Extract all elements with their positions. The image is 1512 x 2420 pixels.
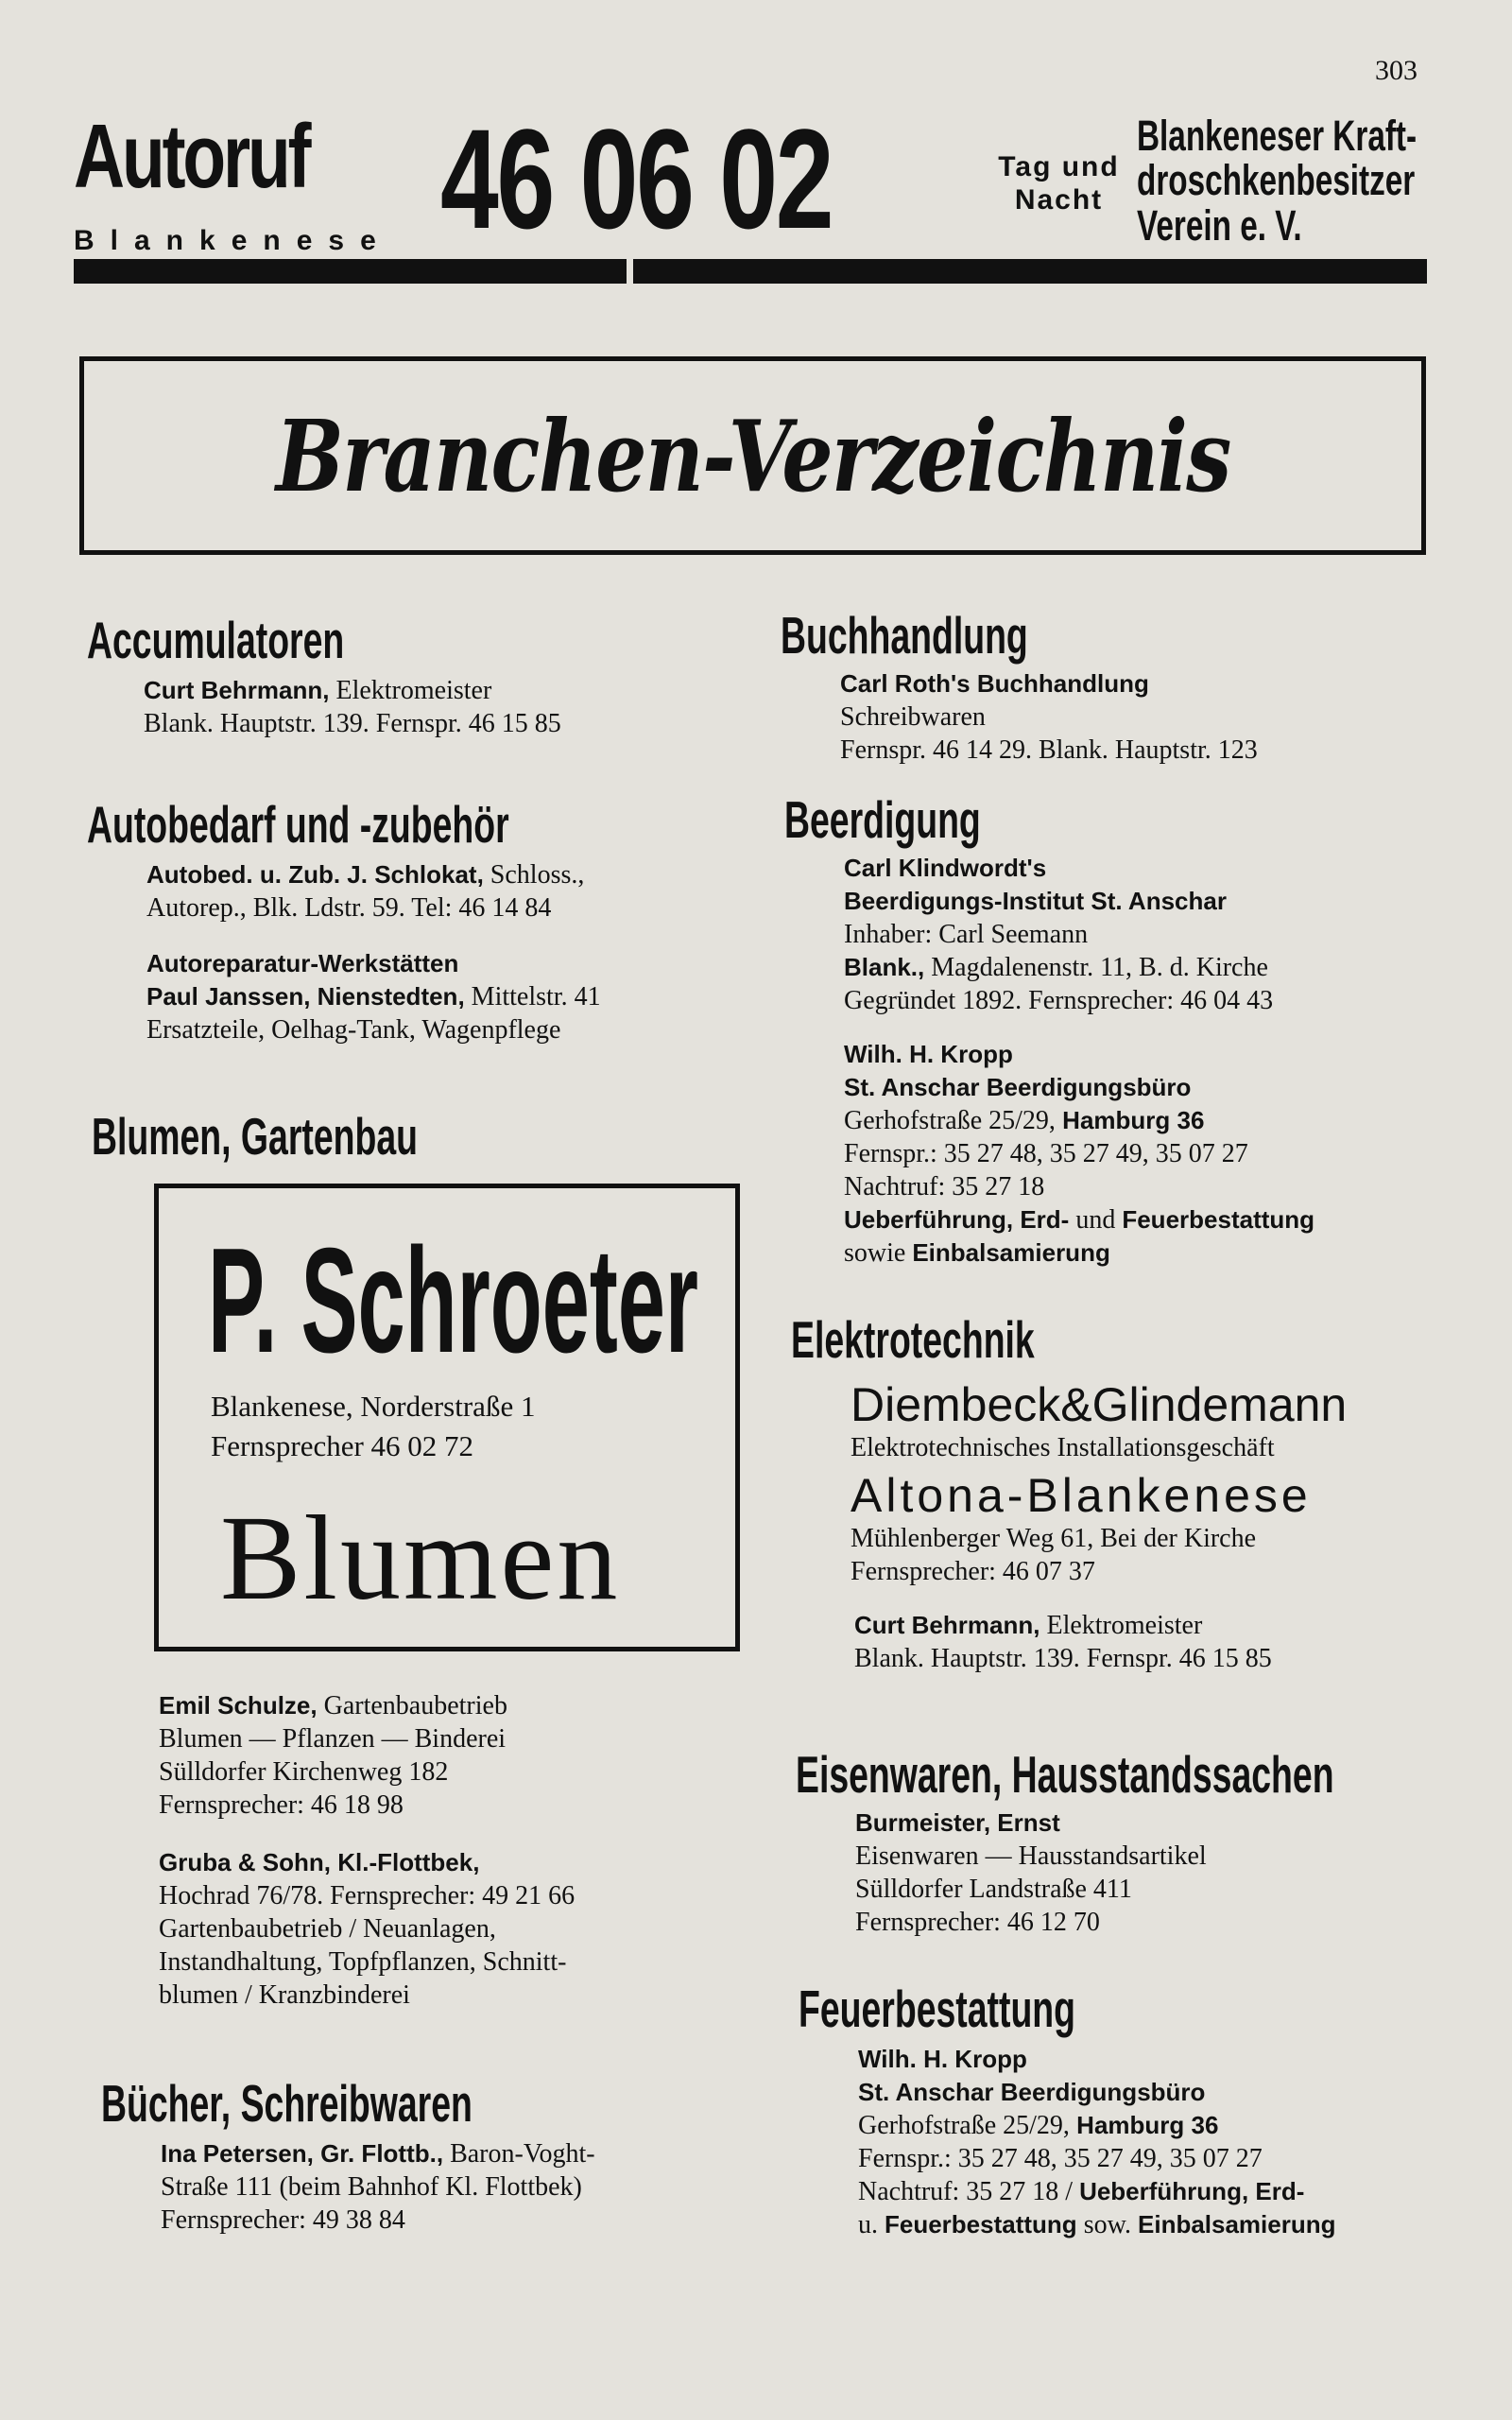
entry-name: Blank., (844, 953, 925, 981)
entry-text: und (1069, 1205, 1123, 1235)
entry-text: u. (858, 2210, 885, 2239)
section-heading: Buchhandlung (781, 606, 1028, 665)
section-heading: Eisenwaren, Hausstandssachen (796, 1745, 1334, 1804)
entry-name: Autoreparatur-Werkstätten (146, 949, 459, 977)
entry-text: Inhaber: Carl Seemann (844, 920, 1089, 949)
entry-text: Fernspr.: 35 27 48, 35 27 49, 35 07 27 (844, 1139, 1248, 1168)
section-heading: Beerdigung (784, 790, 981, 849)
entry-text: Elektromeister (1040, 1611, 1203, 1640)
section-heading: Feuerbestattung (799, 1979, 1075, 2038)
entry-name: Ina Petersen, Gr. Flottb., (161, 2139, 444, 2168)
entry-name: Ueberführung, Erd- (844, 1205, 1070, 1234)
entry-name: Hamburg 36 (1069, 2111, 1219, 2139)
ad-phone-line: Fernsprecher 46 02 72 (211, 1429, 474, 1462)
entry-name: Emil Schulze, (159, 1691, 318, 1720)
section-heading: Blumen, Gartenbau (92, 1107, 418, 1166)
ad-phone-number: 46 06 02 (440, 99, 833, 258)
entry-text: Fernsprecher: 46 12 70 (855, 1908, 1100, 1937)
entry-firm-name: Diembeck&Glindemann (850, 1378, 1348, 1431)
list-item (784, 1017, 1314, 1270)
entry-text: Blumen — Pflanzen — Binderei (159, 1724, 507, 1754)
ad-org-line3: Verein e. V. (1137, 200, 1302, 250)
list-item (784, 846, 1314, 1017)
section-autobedarf (87, 795, 708, 1046)
entry-text: Nachtruf: 35 27 18 / (858, 2177, 1080, 2206)
entry-text: blumen / Kranzbinderei (159, 1980, 410, 2010)
entry-text: Gartenbaubetrieb / Neuanlagen, (159, 1914, 496, 1944)
entry-text: Fernsprecher: 49 38 84 (161, 2205, 405, 2235)
ad-firm-name: P. Schroeter (208, 1218, 698, 1384)
list-item (791, 1366, 1347, 1588)
entry-name: Paul Janssen, Nienstedten, (146, 982, 465, 1011)
section-heading: Bücher, Schreibwaren (101, 2074, 472, 2133)
section-feuerbestattung (799, 1979, 1336, 2241)
entry-text: Blank. Hauptstr. 139. Fernspr. 46 15 85 (854, 1644, 1272, 1673)
entry-text: Eisenwaren — Hausstandsartikel (855, 1841, 1207, 1871)
ad-address-line: Blankenese, Norderstraße 1 (211, 1390, 536, 1423)
entry-text: Schloss., (483, 860, 585, 890)
entry-name: Einbalsamierung (1138, 2210, 1336, 2238)
entry-text: Nachtruf: 35 27 18 (844, 1172, 1045, 1201)
ad-product-word: Blumen (220, 1491, 621, 1625)
entry-text: Sülldorfer Landstraße 411 (855, 1875, 1132, 1904)
entry-name: Feuerbestattung (885, 2210, 1077, 2238)
entry-text: sowie (844, 1238, 913, 1268)
header-rule-right (633, 259, 1427, 284)
ad-org-line1: Blankeneser Kraft- (1137, 112, 1418, 160)
entry-text: Mittelstr. 41 (464, 982, 601, 1011)
ad-organization (1137, 113, 1417, 248)
entry-text: Magdalenenstr. 11, B. d. Kirche (924, 953, 1268, 982)
title-box (79, 356, 1426, 555)
entry-text: Ersatzteile, Oelhag-Tank, Wagenpflege (146, 1015, 561, 1045)
entry-city: Altona-Blankenese (850, 1469, 1312, 1522)
entry-text: Fernsprecher: 46 18 98 (159, 1790, 404, 1820)
list-item (101, 2130, 647, 2237)
entry-name: St. Anschar Beerdigungsbüro (858, 2078, 1206, 2106)
page-number: 303 (1375, 55, 1418, 86)
blumen-entries (159, 1689, 575, 2012)
entry-text: Instandhaltung, Topfpflanzen, Schnitt- (159, 1947, 567, 1977)
entry-name: Curt Behrmann, (144, 676, 330, 704)
list-item (87, 666, 561, 740)
entry-text: Gerhofstraße 25/29, (844, 1106, 1056, 1135)
header-rule-left (74, 259, 627, 284)
ad-address (211, 1387, 535, 1466)
entry-name: St. Anschar Beerdigungsbüro (844, 1073, 1192, 1101)
entry-name: Ueberführung, Erd- (1079, 2177, 1305, 2205)
entry-name: Feuerbestattung (1122, 1205, 1315, 1234)
entry-name: Burmeister, Ernst (855, 1808, 1060, 1837)
entry-text: sow. (1076, 2210, 1138, 2239)
ad-hours-line2: Nacht (1014, 183, 1104, 216)
section-accumulatoren (87, 611, 561, 740)
entry-name: Wilh. H. Kropp (844, 1040, 1013, 1068)
entry-text: Hochrad 76/78. Fernsprecher: 49 21 66 (159, 1881, 576, 1910)
entry-name: Gruba & Sohn, Kl.-Flottbek, (159, 1848, 480, 1876)
entry-text: Elektrotechnisches Installationsgeschäft (850, 1433, 1275, 1462)
entry-text: Straße 111 (beim Bahnhof Kl. Flottbek) (161, 2172, 582, 2202)
section-eisenwaren (796, 1745, 1512, 1939)
entry-name: Einbalsamierung (912, 1238, 1110, 1267)
list-item (159, 1689, 575, 1822)
list-item (87, 851, 708, 925)
section-elektrotechnik (791, 1310, 1348, 1675)
schroeter-advertisement (154, 1184, 740, 1651)
entry-text: Mühlenberger Weg 61, Bei der Kirche (850, 1524, 1257, 1553)
entry-text: Fernsprecher: 46 07 37 (850, 1557, 1095, 1586)
entry-text: Blank. Hauptstr. 139. Fernspr. 46 15 85 (144, 709, 561, 738)
ad-org-line2: droschkenbesitzer (1137, 156, 1416, 205)
entry-name: Curt Behrmann, (854, 1611, 1040, 1639)
entry-text: Gerhofstraße 25/29, (858, 2111, 1070, 2140)
ad-brand: Autoruf (74, 106, 309, 207)
entry-text: Elektromeister (329, 676, 492, 705)
entry-name: Autobed. u. Zub. J. Schlokat, (146, 860, 484, 889)
page-title: Branchen-Verzeichnis (275, 397, 1230, 514)
section-beerdigung (784, 790, 1315, 1270)
section-heading: Elektrotechnik (791, 1310, 1035, 1369)
list-item (781, 662, 1258, 767)
list-item (796, 1801, 1512, 1939)
entry-text: Schreibwaren (840, 702, 986, 732)
ad-location: Blankenese (74, 225, 392, 256)
entry-name: Beerdigungs-Institut St. Anschar (844, 887, 1227, 915)
entry-name: Carl Roth's Buchhandlung (840, 669, 1149, 698)
entry-text: Baron-Voght- (443, 2139, 595, 2169)
ad-hours-line1: Tag und (998, 151, 1120, 182)
entry-text: Fernspr. 46 14 29. Blank. Hauptstr. 123 (840, 735, 1258, 765)
section-blumen (92, 1107, 571, 1166)
entry-name: Hamburg 36 (1055, 1106, 1205, 1134)
list-item (159, 1822, 575, 2012)
entry-text: Autorep., Blk. Ldstr. 59. Tel: 46 14 84 (146, 893, 552, 923)
section-heading: Accumulatoren (87, 611, 345, 669)
entry-text: Fernspr.: 35 27 48, 35 27 49, 35 07 27 (858, 2144, 1263, 2173)
entry-text: Gegründet 1892. Fernsprecher: 46 04 43 (844, 986, 1274, 1015)
section-heading: Autobedarf und -zubehör (87, 795, 509, 854)
entry-name: Wilh. H. Kropp (858, 2045, 1027, 2073)
entry-text: Gartenbaubetrieb (317, 1691, 507, 1720)
list-item (799, 2035, 1336, 2241)
list-item (87, 925, 708, 1046)
section-buchhandlung (781, 606, 1258, 767)
list-item (791, 1588, 1347, 1675)
entry-name: Carl Klindwordt's (844, 854, 1047, 882)
section-buecher (101, 2074, 647, 2237)
entry-text: Sülldorfer Kirchenweg 182 (159, 1757, 449, 1787)
